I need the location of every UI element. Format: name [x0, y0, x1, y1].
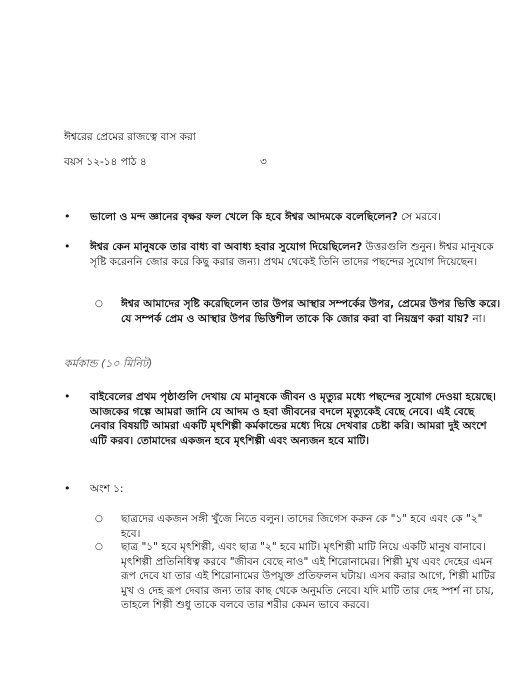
question-1-bold: ভালো ও মন্দ জ্ঞানের বৃক্ষর ফল খেলে কি হবে ঈশ্বর আদমকে বলেছিলেন? — [90, 211, 398, 223]
bullet-icon: • — [64, 390, 71, 403]
bullet-icon: • — [64, 210, 71, 223]
question-2-sub-bold: ঈশ্বর আমাদের সৃষ্টি করেছিলেন তার উপর আস্থার সম্পর্কের উপর, প্রেমের উপর ভিত্তি করে। যে সম্পর্ক প্রেম ও আস্থার উপর ভিত্তিশীল তাকে কি জোর করা বা নিয়ন্ত্রণ করা যায়? — [121, 298, 501, 325]
activity-intro: বাইবেলের প্রথম পৃষ্ঠাগুলি দেখায় যে মানুষকে জীবন ও মৃত্যুর মধ্যে পছন্দের সুযোগ দেওয়া হয়েছে। আজকের গল্পে আমরা জানি যে আদম ও হবা জীবনের বদলে মৃত্যুকেই বেছে নেবে। এই বেছে নেবার বিষয়টি আমরা একটি মৃৎশিল্পী কর্মকান্ডের মধ্যে দিয়ে দেখবার চেষ্টা করি। আমরা দুই অংশে এটি করব। তোমাদের একজন হবে মৃৎশিল্পী এবং অন্যজন হবে মাটি। — [90, 391, 496, 447]
question-2-answer: উত্তরগুলি শুনুন। ঈশ্বর মানুষকে সৃষ্টি করেননি জোর করে কিছু করার জন্য। প্রথম থেকেই তিনি তাদের পছন্দের সুযোগ দিয়েছেন। — [90, 241, 494, 268]
question-2-sub — [121, 297, 501, 326]
circle-bullet-icon: ○ — [95, 514, 103, 524]
question-1 — [90, 210, 500, 225]
circle-bullet-icon: ○ — [95, 542, 103, 552]
question-1-answer: সে মরবে। — [397, 211, 441, 223]
question-2 — [90, 240, 500, 269]
question-2-bold: ঈশ্বর কেন মানুষকে তার বাধ্য বা অবাধ্য হবার সুযোগ দিয়েছিলেন? — [90, 241, 363, 253]
circle-bullet-icon: ○ — [95, 299, 103, 309]
question-2-sub-answer: না। — [469, 312, 486, 325]
part-1-step-1: ছাত্রদের একজন সঙ্গী খুঁজে নিতে বলুন। তাদের জিগেস করুন কে "১" হবে এবং কে "২" হবে। — [121, 513, 483, 540]
part-1-label: অংশ ১: — [90, 483, 124, 495]
lesson-subtitle: বয়স ১২-১৪ পাঠ ৪ — [64, 156, 147, 168]
page-number: ৩ — [260, 156, 267, 168]
part-1-step-2: ছাত্র "১" হবে মৃৎশিল্পী, এবং ছাত্র "২" হবে মাটি। মৃৎশিল্পী মাটি নিয়ে একটি মানুষ বানাবে। মৃৎশিল্পী প্রতিনিধিত্ব করবে "জীবন বেছে নাও" এই শিরোনামের। শিল্পী মুখ এবং দেহের এমন রূপ দেবে যা তার এই শিরোনামের উপযুক্ত প্রতিফলন ঘটায়। এসব করার আগে, শিল্পী মাটির মুখ ও দেহ রূপ দেবার জন্য তার কাছ থেকে অনুমতি নেবে। যদি মাটি তার দেহ স্পর্শ না চায়, তাহলে শিল্পী শুধু তাকে বলবে তার শরীর কেমন ভাবে করবে। — [121, 541, 496, 611]
activity-heading: কর্মকান্ড (১০ মিনিট) — [64, 357, 153, 370]
lesson-title: ঈশ্বরের প্রেমের রাজত্বে বাস করা — [64, 131, 196, 143]
bullet-icon: • — [64, 482, 71, 495]
bullet-icon: • — [64, 240, 71, 253]
